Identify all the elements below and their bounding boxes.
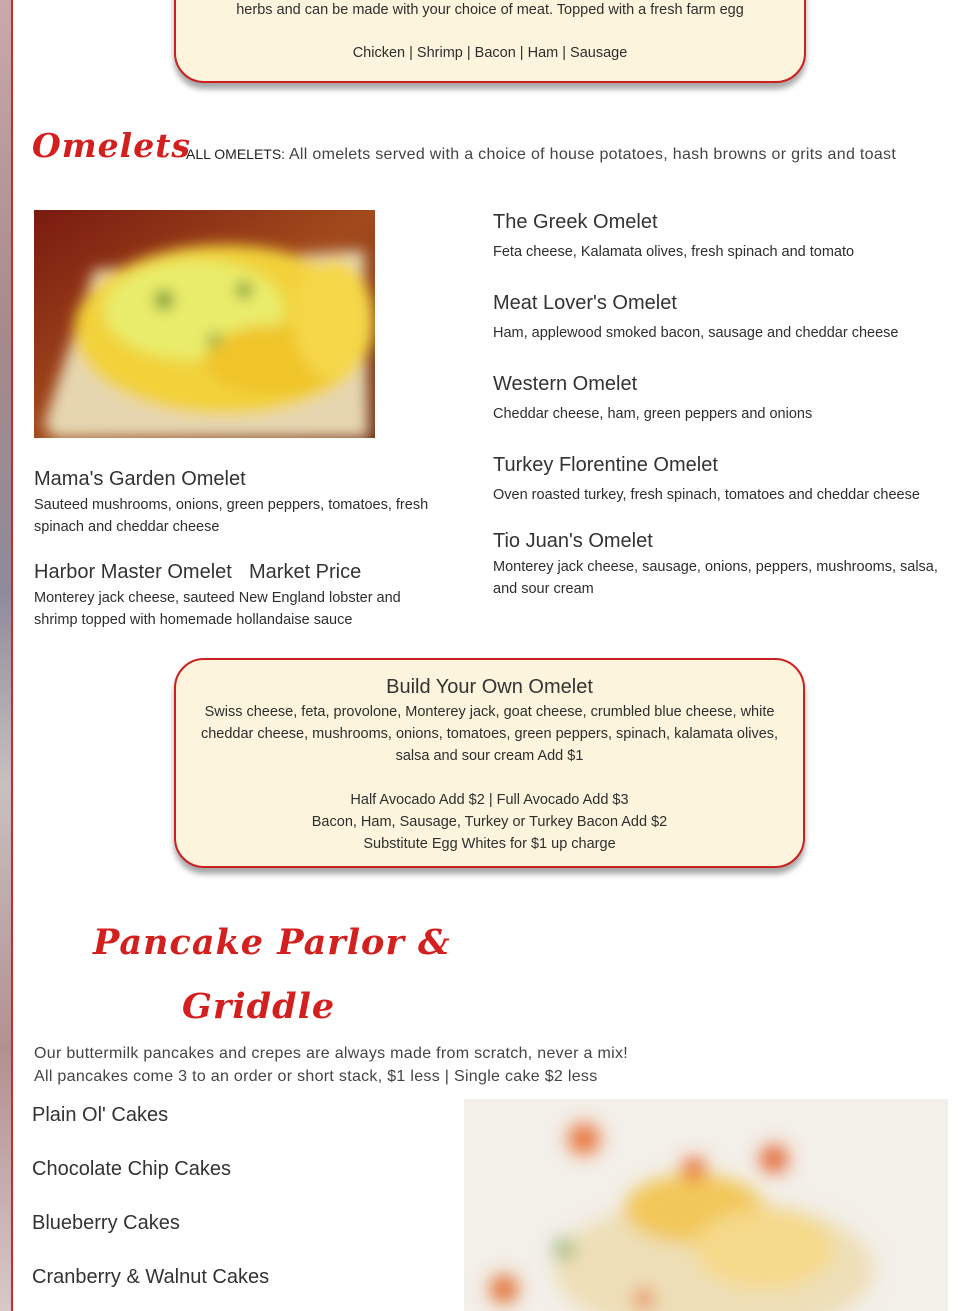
mamas-garden-omelet-name: Mama's Garden Omelet xyxy=(34,468,246,490)
pancake-item-plain: Plain Ol' Cakes xyxy=(32,1104,169,1126)
build-box-avocado: Half Avocado Add $2 | Full Avocado Add $3 xyxy=(350,792,629,808)
top-info-box xyxy=(174,0,806,83)
pancake-photo xyxy=(464,1099,948,1311)
build-box-egg-whites: Substitute Egg Whites for $1 up charge xyxy=(363,836,616,852)
build-box-meats: Bacon, Ham, Sausage, Turkey or Turkey Bacon Add $2 xyxy=(311,814,668,830)
tio-juans-omelet-name: Tio Juan's Omelet xyxy=(493,530,653,552)
pancakes-intro-1: Our buttermilk pancakes and crepes are always made from scratch, never a mix! xyxy=(34,1045,628,1062)
left-edge-decoration xyxy=(0,0,11,1311)
build-box-line3: salsa and sour cream Add $1 xyxy=(395,748,584,764)
griddle-heading: Griddle xyxy=(182,986,336,1027)
harbor-master-omelet-desc-1: Monterey jack cheese, sauteed New England lobster and xyxy=(34,590,401,606)
greek-omelet-name: The Greek Omelet xyxy=(493,211,658,233)
tio-juans-omelet-desc-2: and sour cream xyxy=(493,581,594,597)
turkey-florentine-omelet-name: Turkey Florentine Omelet xyxy=(493,454,718,476)
mamas-garden-omelet-desc-1: Sauteed mushrooms, onions, green peppers, tomatoes, fresh xyxy=(34,497,429,513)
pancake-item-chocolate-chip: Chocolate Chip Cakes xyxy=(32,1158,231,1180)
harbor-master-price: Market Price xyxy=(249,561,362,583)
top-box-line1: herbs and can be made with your choice of meat. Topped with a fresh farm egg xyxy=(236,2,744,18)
omelet-photo xyxy=(34,210,375,438)
greek-omelet-desc: Feta cheese, Kalamata olives, fresh spinach and tomato xyxy=(493,244,855,260)
harbor-master-omelet-name: Harbor Master Omelet xyxy=(34,561,232,583)
top-box-meat-options: Chicken | Shrimp | Bacon | Ham | Sausage xyxy=(352,45,628,61)
build-box-line2: cheddar cheese, mushrooms, onions, tomatoes, green peppers, spinach, kalamata olives, xyxy=(200,726,779,742)
tio-juans-omelet-desc-1: Monterey jack cheese, sausage, onions, peppers, mushrooms, salsa, xyxy=(493,559,938,575)
omelets-note-label: ALL OMELETS: xyxy=(186,146,286,162)
harbor-master-omelet-desc-2: shrimp topped with homemade hollandaise sauce xyxy=(34,612,353,628)
meat-lovers-omelet-name: Meat Lover's Omelet xyxy=(493,292,677,314)
left-red-border xyxy=(11,0,13,1311)
western-omelet-name: Western Omelet xyxy=(493,373,638,395)
build-your-own-title: Build Your Own Omelet xyxy=(386,676,593,698)
omelets-note xyxy=(186,146,896,164)
turkey-florentine-omelet-desc: Oven roasted turkey, fresh spinach, tomatoes and cheddar cheese xyxy=(493,487,920,503)
build-your-own-omelet-box xyxy=(174,658,805,868)
omelets-heading: Omelets xyxy=(32,126,192,165)
meat-lovers-omelet-desc: Ham, applewood smoked bacon, sausage and cheddar cheese xyxy=(493,325,899,341)
pancake-parlor-heading: Pancake Parlor & xyxy=(93,922,451,963)
western-omelet-desc: Cheddar cheese, ham, green peppers and onions xyxy=(493,406,813,422)
mamas-garden-omelet-desc-2: spinach and cheddar cheese xyxy=(34,519,220,535)
pancake-item-blueberry: Blueberry Cakes xyxy=(32,1212,180,1234)
build-box-line1: Swiss cheese, feta, provolone, Monterey jack, goat cheese, crumbled blue cheese, white xyxy=(204,704,775,720)
pancakes-intro-2: All pancakes come 3 to an order or short stack, $1 less | Single cake $2 less xyxy=(34,1068,598,1085)
pancake-item-cranberry-walnut: Cranberry & Walnut Cakes xyxy=(32,1266,270,1288)
omelets-note-text: All omelets served with a choice of house potatoes, hash browns or grits and toast xyxy=(285,146,897,163)
